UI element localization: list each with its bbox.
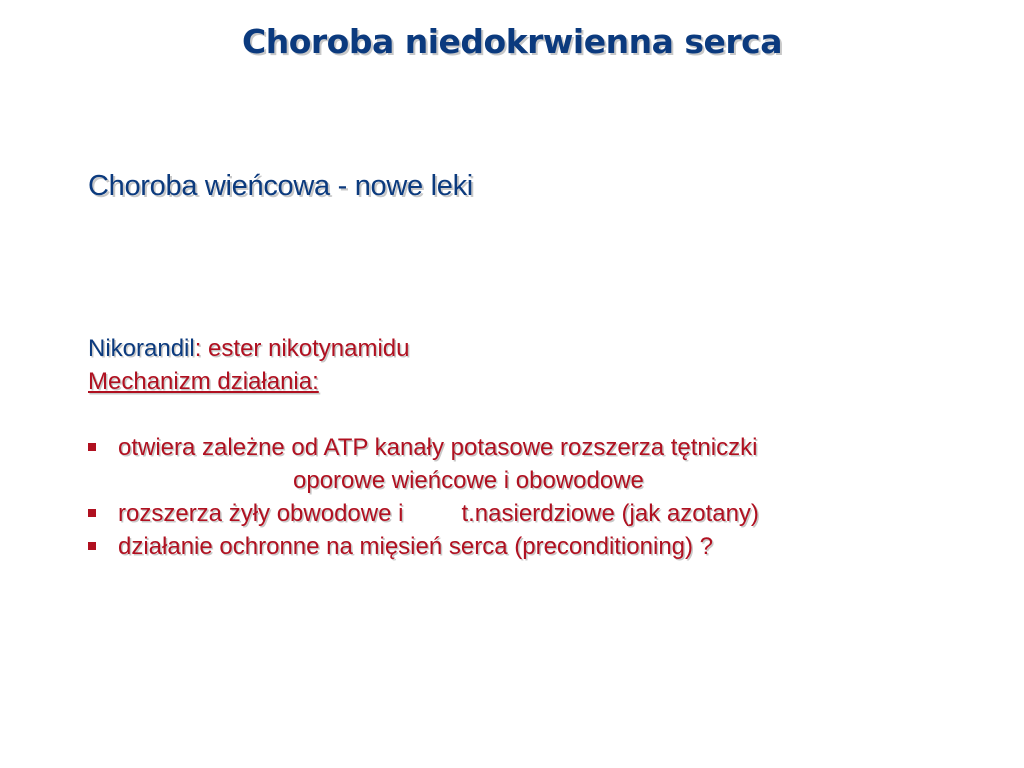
slide-body <box>88 332 988 563</box>
bullet-item-2 <box>88 497 988 530</box>
square-bullet-icon <box>88 509 96 517</box>
bullet-item-1 <box>88 431 988 464</box>
drug-name: Nikorandil <box>88 335 195 362</box>
spacer <box>88 398 988 431</box>
slide-subtitle: Choroba wieńcowa - nowe leki <box>88 170 473 202</box>
slide-title: Choroba niedokrwienna serca <box>242 22 782 61</box>
bullet-item-3 <box>88 530 988 563</box>
mechanism-line <box>88 365 988 398</box>
mechanism-heading: Mechanizm działania: <box>88 368 319 395</box>
bullet-1-text-continuation: oporowe wieńcowe i obowodowe <box>293 467 644 494</box>
drug-line <box>88 332 988 365</box>
drug-colon: : <box>194 335 202 362</box>
bullet-1-text: otwiera zależne od ATP kanały potasowe rozszerza tętniczki <box>118 434 758 461</box>
drug-description: ester nikotynamidu <box>201 335 410 362</box>
square-bullet-icon <box>88 443 96 451</box>
square-bullet-icon <box>88 542 96 550</box>
bullet-2-text-part1: rozszerza żyły obwodowe i <box>118 500 404 527</box>
bullet-3-text: działanie ochronne na mięsień serca (preconditioning) ? <box>118 533 714 560</box>
bullet-2-text-part2: t.nasierdziowe (jak azotany) <box>461 500 759 527</box>
bullet-item-1-continuation <box>88 464 988 497</box>
